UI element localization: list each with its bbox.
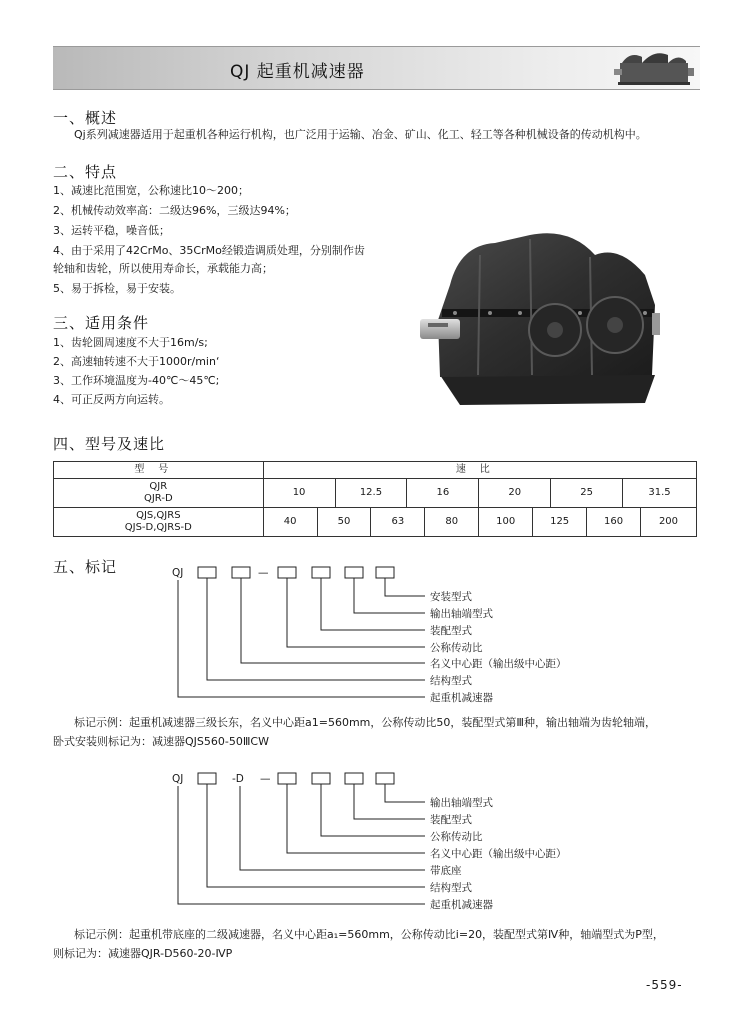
ratio-cell: 25 <box>551 479 623 508</box>
diagram-label: 结构型式 <box>430 882 472 894</box>
code-box <box>345 773 363 784</box>
code-box <box>198 567 216 578</box>
table-row <box>54 508 697 537</box>
ratio-cell: 125 <box>533 508 587 537</box>
table-model-cell <box>54 479 264 508</box>
page-title: QJ 起重机减速器 <box>230 62 365 82</box>
model-ratio-table <box>53 461 697 537</box>
diagram-label: 名义中心距（输出级中心距） <box>430 658 567 670</box>
ratio-cell: 200 <box>640 508 696 537</box>
condition-item: 1、齿轮圆周速度不大于16m/s; <box>53 336 208 349</box>
diagram-prefix: QJ <box>172 773 184 785</box>
header-banner <box>53 46 700 90</box>
code-box <box>345 567 363 578</box>
ratio-cell: 10 <box>263 479 335 508</box>
ratio-cell: 160 <box>587 508 641 537</box>
diagram-label: 起重机减速器 <box>430 692 493 704</box>
section-features-heading: 二、特点 <box>53 163 118 181</box>
table-row <box>54 479 697 508</box>
code-box <box>312 773 330 784</box>
table-header-model: 型号 <box>54 462 264 479</box>
diagram-label: 公称传动比 <box>430 642 483 654</box>
overview-text: Qj系列减速器适用于起重机各种运行机构，也广泛用于运输、冶金、矿山、化工、轻工等各种机械设备的传动机构中。 <box>74 128 647 141</box>
ratio-cell: 40 <box>263 508 317 537</box>
code-box <box>376 567 394 578</box>
table-model-cell <box>54 508 264 537</box>
diagram-prefix: QJ <box>172 567 184 579</box>
section-conditions-heading: 三、适用条件 <box>53 314 150 332</box>
feature-item: 轮轴和齿轮，所以使用寿命长，承载能力高； <box>53 262 273 275</box>
ratio-cell: 16 <box>407 479 479 508</box>
diagram-label: 结构型式 <box>430 675 472 687</box>
diagram-label: 带底座 <box>430 865 462 877</box>
code-box <box>312 567 330 578</box>
condition-item: 2、高速轴转速不大于1000r/min‘ <box>53 355 220 368</box>
code-box <box>278 567 296 578</box>
gearbox-thumbnail <box>612 49 696 87</box>
feature-item: 5、易于拆检，易于安装。 <box>53 282 181 295</box>
diagram-label: 输出轴端型式 <box>430 797 493 809</box>
table-header-row <box>54 462 697 479</box>
example-1-line-1: 标记示例：起重机减速器三级长东，名义中心距a1=560mm，公称传动比50，装配型式第Ⅲ种，输出轴端为齿轮轴端， <box>74 716 656 729</box>
example-2-line-1: 标记示例：起重机带底座的二级减速器，名义中心距a₁=560mm，公称传动比i=20，装配型式第Ⅳ种，轴端型式为P型， <box>74 928 664 941</box>
section-marking-heading: 五、标记 <box>53 558 118 576</box>
example-2-line-2: 则标记为：减速器QJR-D560-20-ⅣP <box>53 947 233 960</box>
code-box <box>232 567 250 578</box>
diagram-mid: -D <box>232 773 244 785</box>
condition-item: 4、可正反两方向运转。 <box>53 393 170 406</box>
page-number: -559- <box>646 978 683 992</box>
ratio-cell: 12.5 <box>335 479 407 508</box>
model-name: QJR <box>149 481 168 492</box>
section-models-heading: 四、型号及速比 <box>53 435 166 453</box>
marking-diagram-2 <box>170 768 567 916</box>
diagram-label: 装配型式 <box>430 814 472 826</box>
ratio-cell: 31.5 <box>623 479 697 508</box>
model-name: QJS,QJRS <box>136 510 181 521</box>
feature-item: 1、减速比范围宽，公称速比10～200； <box>53 184 249 197</box>
diagram-label: 装配型式 <box>430 625 472 637</box>
model-name: QJR-D <box>143 493 173 504</box>
diagram-dash: — <box>258 567 269 579</box>
diagram-label: 起重机减速器 <box>430 899 493 911</box>
example-1-line-2: 卧式安装则标记为：减速器QJS560-50ⅢCW <box>53 735 269 748</box>
code-box <box>278 773 296 784</box>
ratio-cell: 50 <box>317 508 371 537</box>
ratio-cell: 63 <box>371 508 425 537</box>
feature-item: 3、运转平稳，噪音低； <box>53 224 170 237</box>
ratio-cell: 100 <box>479 508 533 537</box>
feature-item: 2、机械传动效率高：二级达96%，三级达94%； <box>53 204 296 217</box>
diagram-label: 名义中心距（输出级中心距） <box>430 848 567 860</box>
code-box <box>198 773 216 784</box>
diagram-label: 输出轴端型式 <box>430 608 493 620</box>
table-header-ratio: 速比 <box>263 462 696 479</box>
marking-diagram-1 <box>170 560 567 708</box>
condition-item: 3、工作环境温度为-40℃～45℃; <box>53 374 220 387</box>
code-box <box>376 773 394 784</box>
section-overview-heading: 一、概述 <box>53 109 118 127</box>
feature-item: 4、由于采用了42CrMo、35CrMo经锻造调质处理，分别制作齿 <box>53 244 365 257</box>
gearbox-photo <box>420 225 660 410</box>
diagram-label: 安装型式 <box>430 591 472 603</box>
ratio-cell: 20 <box>479 479 551 508</box>
diagram-label: 公称传动比 <box>430 831 483 843</box>
model-name: QJS-D,QJRS-D <box>124 522 192 533</box>
diagram-dash: — <box>260 773 271 785</box>
ratio-cell: 80 <box>425 508 479 537</box>
